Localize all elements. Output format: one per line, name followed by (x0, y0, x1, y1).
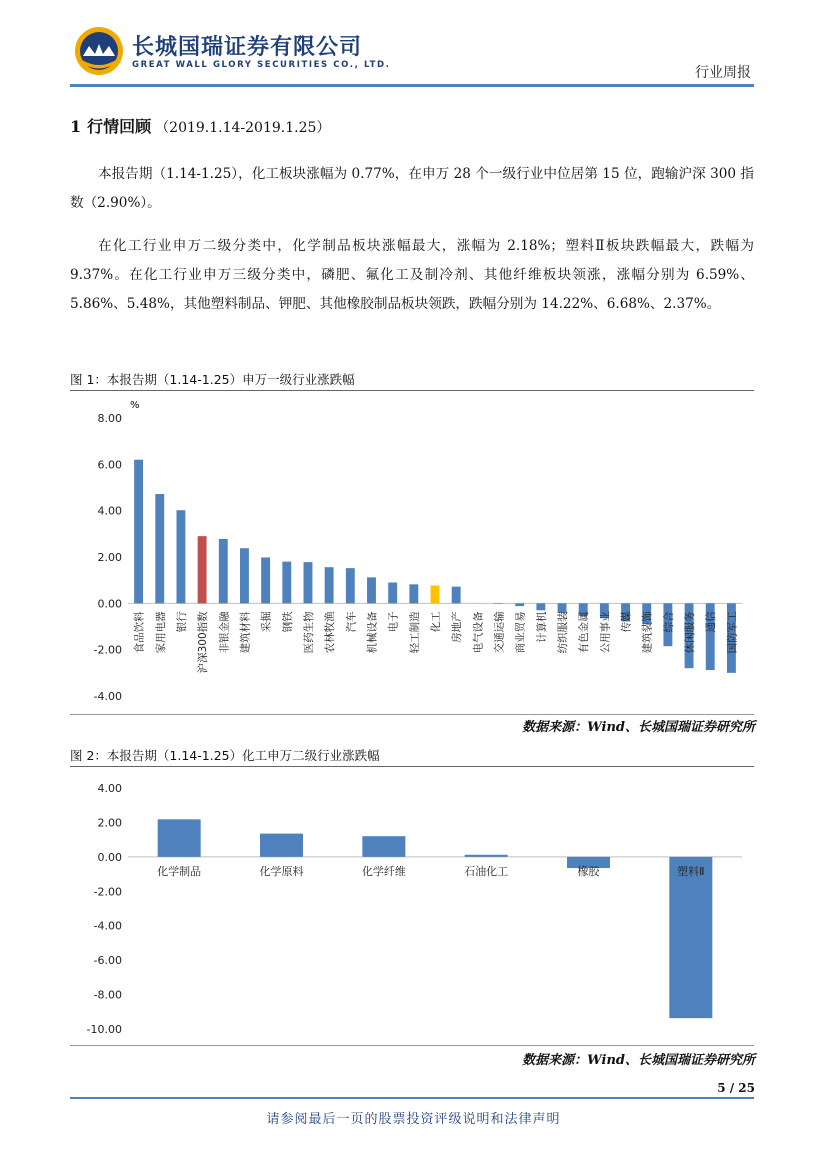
bar (465, 855, 508, 857)
y-tick-label: 2.00 (97, 551, 122, 564)
category-label: 沪深300指数 (197, 611, 210, 674)
header-divider (70, 84, 754, 87)
bar (240, 548, 249, 603)
section-heading (70, 114, 330, 137)
section-number: 1 (70, 117, 82, 136)
category-label: 电子 (387, 611, 400, 633)
category-label: 商业贸易 (514, 611, 527, 654)
category-label: 建筑材料 (239, 611, 252, 654)
bar (219, 539, 228, 603)
report-type: 行业周报 (695, 65, 751, 81)
category-label: 石油化工 (464, 864, 509, 878)
y-axis-unit: % (130, 400, 140, 411)
category-label: 通信 (705, 611, 718, 633)
bar (431, 585, 440, 603)
bar (198, 536, 207, 603)
y-tick-label: -8.00 (93, 988, 122, 1002)
bar (260, 834, 303, 857)
y-tick-label: -10.00 (86, 1023, 122, 1036)
y-tick-label: 8.00 (97, 412, 122, 425)
section-title: 行情回顾 (87, 117, 152, 136)
bar (669, 857, 712, 1018)
figure1-top-rule (70, 390, 754, 391)
y-tick-label: -4.00 (93, 690, 122, 703)
y-tick-label: 6.00 (97, 458, 122, 472)
category-label: 公用事业 (599, 611, 612, 654)
category-label: 建筑装饰 (641, 611, 654, 654)
category-label: 化学原料 (259, 864, 304, 878)
section-date-range: （2019.1.14-2019.1.25） (155, 120, 331, 136)
company-name-en: GREAT WALL GLORY SECURITIES CO., LTD. (132, 60, 391, 70)
category-label: 医药生物 (302, 611, 315, 654)
category-label: 化学制品 (157, 864, 202, 878)
category-label: 传媒 (620, 611, 633, 633)
category-label: 纺织服装 (557, 611, 570, 654)
bar (304, 562, 313, 603)
category-label: 化学纤维 (361, 864, 406, 878)
bar (346, 568, 355, 603)
paragraph-summary: 本报告期（1.14-1.25），化工板块涨幅为 0.77%，在申万 28 个一级行业中位居第 15 位，跑输沪深 300 指数（2.90%）。 (70, 166, 754, 211)
y-tick-label: 2.00 (97, 816, 122, 830)
bar (536, 603, 545, 610)
figure2-title: 图 2：本报告期（1.14-1.25）化工申万二级行业涨跌幅 (70, 748, 380, 763)
chart-chemical-level2 (70, 768, 754, 1044)
category-label: 农林牧渔 (324, 611, 337, 654)
y-tick-label: 4.00 (97, 504, 122, 518)
page-number: 5 / 25 (717, 1081, 755, 1095)
footer-divider (70, 1097, 754, 1099)
category-label: 电气设备 (472, 611, 485, 654)
y-tick-label: 0.00 (97, 597, 122, 611)
category-label: 房地产 (451, 611, 464, 643)
category-label: 综合 (662, 611, 675, 633)
category-label: 非银金融 (218, 611, 231, 654)
category-label: 国防军工 (726, 611, 739, 654)
bar (362, 836, 405, 857)
category-label: 食品饮料 (133, 611, 146, 654)
bar (515, 603, 524, 606)
category-label: 机械设备 (366, 611, 379, 654)
figure2-bottom-rule (70, 1045, 754, 1046)
company-name-cn: 长城国瑞证券有限公司 (132, 35, 363, 60)
category-label: 交通运输 (493, 611, 506, 654)
category-label: 家用电器 (154, 611, 167, 654)
bar (325, 567, 334, 603)
category-label: 橡胶 (577, 864, 600, 878)
bar (134, 460, 143, 604)
bar (261, 557, 270, 603)
bar (452, 587, 461, 604)
bar (367, 577, 376, 603)
figure1-source: 数据来源：Wind、长城国瑞证券研究所 (522, 720, 755, 735)
category-label: 塑料Ⅱ (677, 864, 705, 878)
figure2-top-rule (70, 766, 754, 767)
bar (155, 494, 164, 603)
category-label: 汽车 (345, 611, 358, 633)
figure1-title: 图 1：本报告期（1.14-1.25）申万一级行业涨跌幅 (70, 372, 355, 387)
category-label: 计算机 (535, 611, 548, 643)
y-tick-label: -4.00 (93, 919, 122, 933)
category-label: 采掘 (260, 611, 273, 633)
bar (176, 510, 185, 603)
y-tick-label: -2.00 (93, 643, 122, 657)
category-label: 休闲服务 (684, 611, 697, 654)
y-tick-label: 0.00 (97, 850, 122, 864)
y-tick-label: -2.00 (93, 885, 122, 899)
y-tick-label: 4.00 (97, 782, 122, 795)
figure1-bottom-rule (70, 714, 754, 715)
category-label: 钢铁 (281, 611, 294, 633)
bar (388, 582, 397, 603)
bar (158, 819, 201, 857)
category-label: 轻工制造 (408, 611, 421, 654)
figure2-source: 数据来源：Wind、长城国瑞证券研究所 (522, 1053, 755, 1068)
paragraph-detail: 在化工行业申万二级分类中，化学制品板块涨幅最大，涨幅为 2.18%；塑料Ⅱ板块跌幅最大，跌幅为 9.37%。在化工行业申万三级分类中，磷肥、氟化工及制冷剂、其他纤维板块领涨，涨幅分别为 6.59%、5.86%、5.48%，其他塑料制品、钾肥、其他橡胶制品板块领跌，跌幅分别为 14.22%、6.68%、2.37%。 (70, 238, 754, 312)
category-label: 银行 (175, 611, 188, 633)
chart-sw-level1 (70, 392, 754, 712)
category-label: 化工 (430, 611, 442, 633)
footer-disclaimer: 请参阅最后一页的股票投资评级说明和法律声明 (266, 1112, 561, 1127)
bar (282, 562, 291, 604)
y-tick-label: -6.00 (93, 954, 122, 968)
category-label: 有色金属 (578, 611, 591, 654)
company-logo-icon (74, 26, 124, 76)
bar (409, 584, 418, 603)
